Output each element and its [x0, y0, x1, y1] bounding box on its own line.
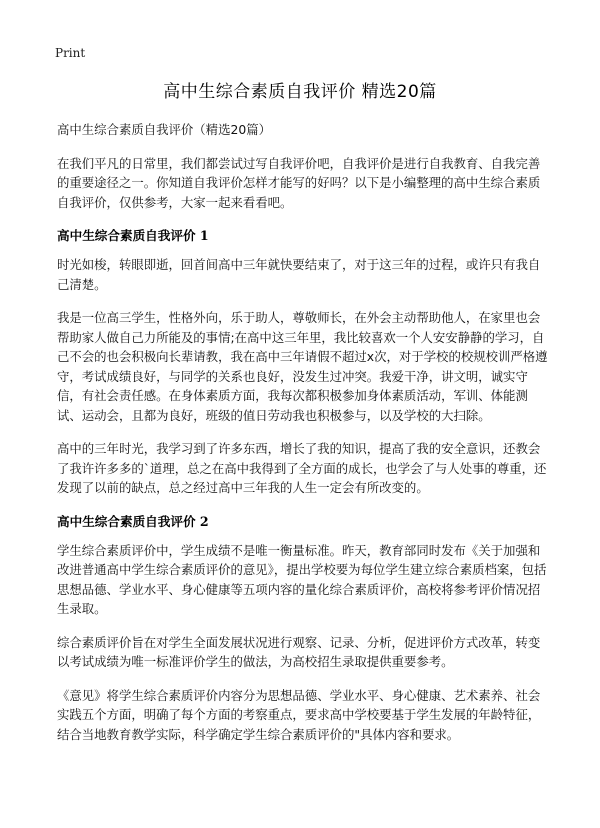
section-paragraph: 时光如梭，转眼即逝，回首间高中三年就快要结束了，对于这三年的过程，或许只有我自己清楚。	[57, 257, 541, 292]
article-body	[57, 120, 551, 756]
print-label[interactable]: Print	[55, 46, 86, 60]
section-2	[57, 512, 551, 745]
section-paragraph: 我是一位高三学生，性格外向，乐于助人，尊敬师长，在外会主动帮助他人，在家里也会帮助家人做自己力所能及的事情;在高中这三年里，我比较喜欢一个人安安静静的学习，自己不会的也会积极向长辈请教，我在高中三年请假不超过x次，对于学校的校规校训严格遵守，考试成绩良好，与同学的关系也良好，没发生过冲突。我爱干净，讲文明，诚实守信，有社会责任感。在身体素质方面，我每次都积极参加身体素质活动，军训、体能测试、运动会，且都为良好，班级的值日劳动我也积极参与，以及学校的大扫除。	[57, 310, 548, 423]
article-subtitle: 高中生综合素质自我评价（精选20篇）	[57, 122, 272, 137]
section-paragraph: 《意见》将学生综合素质评价内容分为思想品德、学业水平、身心健康、艺术素养、社会实践五个方面，明确了每个方面的考察重点，要求高中学校要基于学生发展的年龄特征，结合当地教育教学实际，科学确定学生综合素质评价的"具体内容和要求。	[57, 687, 541, 742]
section-1	[57, 226, 551, 498]
intro-paragraph: 在我们平凡的日常里，我们都尝试过写自我评价吧，自我评价是进行自我教育、自我完善的重要途径之一。你知道自我评价怎样才能写的好吗？以下是小编整理的高中生综合素质自我评价，仅供参考，大家一起来看看吧。	[57, 155, 541, 210]
section-heading: 高中生综合素质自我评价 1	[57, 228, 209, 243]
section-paragraph: 学生综合素质评价中，学生成绩不是唯一衡量标准。昨天，教育部同时发布《关于加强和改进普通高中学生综合素质评价的意见》，提出学校要为每位学生建立综合素质档案，包括思想品德、学业水平、身心健康等五项内容的量化综合素质评价，高校将参考评价情况招生录取。	[57, 542, 547, 616]
page-title: 高中生综合素质自我评价 精选20篇	[163, 82, 437, 102]
section-paragraph: 高中的三年时光，我学习到了许多东西，增长了我的知识，提高了我的安全意识，还教会了我许许多多的`道理，总之在高中我得到了全方面的成长，也学会了与人处事的尊重，还发现了以前的缺点，总之经过高中三年我的人生一定会有所改变的。	[57, 441, 547, 495]
section-paragraph: 综合素质评价旨在对学生全面发展状况进行观察、记录、分析，促进评价方式改革，转变以考试成绩为唯一标准评价学生的做法，为高校招生录取提供重要参考。	[57, 634, 541, 669]
section-heading: 高中生综合素质自我评价 2	[57, 513, 209, 529]
